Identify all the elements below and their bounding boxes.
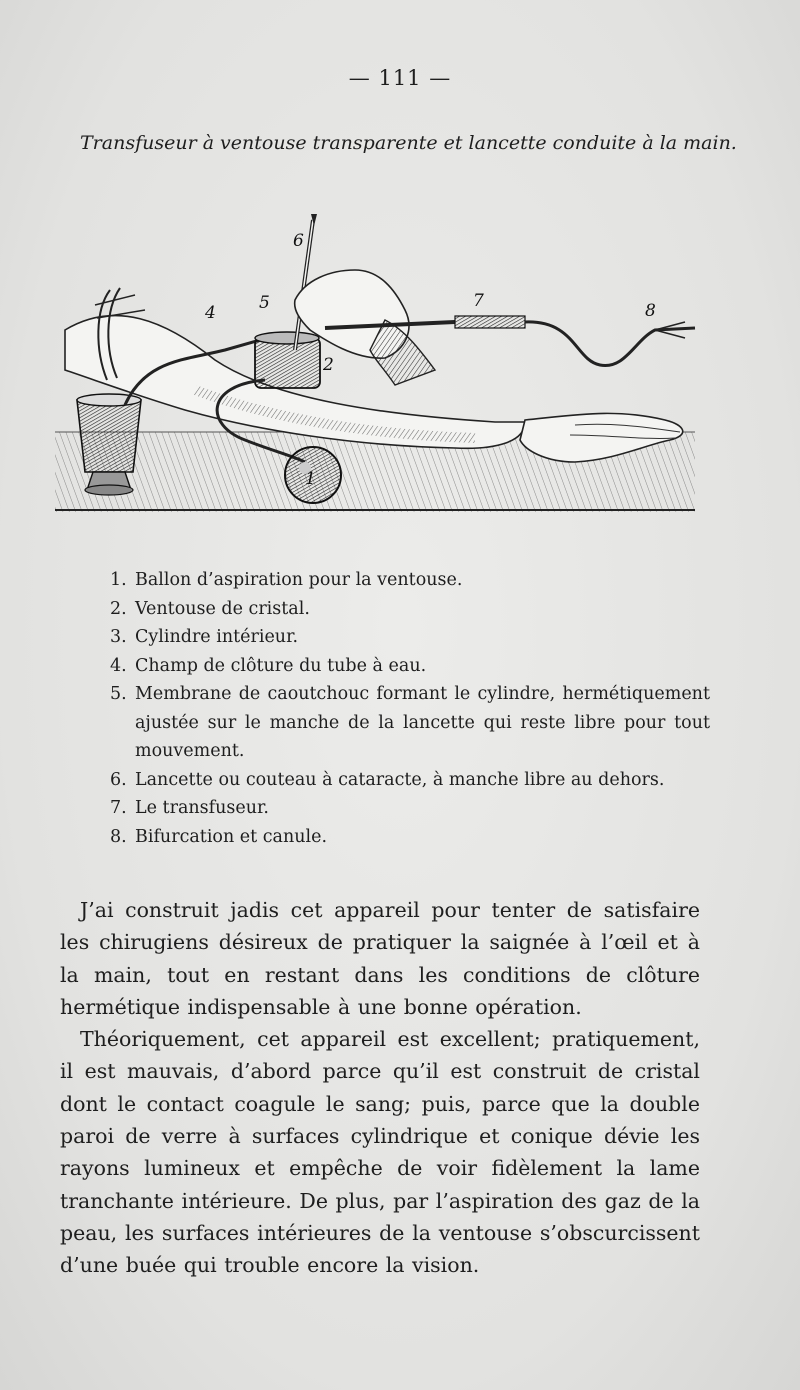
- legend-number: 7.: [110, 798, 127, 818]
- legend-item: [110, 823, 710, 852]
- legend-number: 6.: [110, 769, 127, 790]
- figure-label-7: 7: [473, 291, 484, 311]
- legend-item: [110, 566, 710, 595]
- figure-label-2: 2: [323, 355, 334, 375]
- figure-caption: Transfuseur à ventouse transparente et lancette conduite à la main.: [80, 132, 737, 154]
- page-number: — 111 —: [348, 66, 452, 90]
- paragraph: Théoriquement, cet appareil est excellent; pratiquement, il est mauvais, d’abord parce qu’il est construit de cristal dont le contact coagule le sang; puis, parce que la double paroi de verre à surfaces cylindrique et conique dévie les rayons lumineux et empêche de voir fidèlement la lame tranchante intérieure. De plus, par l’aspiration des gaz de la peau, les surfaces intérieures de la ventouse s’obscurcissent d’une buée qui trouble encore la vision.: [60, 1027, 700, 1278]
- legend-item: [110, 794, 710, 823]
- legend-number: 4.: [110, 655, 127, 676]
- legend-number: 3.: [110, 627, 127, 647]
- legend-item: [110, 652, 710, 681]
- legend-number: 5.: [110, 684, 127, 704]
- figure-label-8: 8: [645, 301, 656, 321]
- legend-item: [110, 680, 710, 766]
- figure-label-1: 1: [305, 469, 316, 489]
- figure-label-4: 4: [205, 303, 216, 323]
- figure-legend: [110, 566, 710, 851]
- legend-text: Cylindre intérieur.: [135, 627, 299, 647]
- legend-text: Lancette ou couteau à cataracte, à manche libre au dehors.: [135, 769, 665, 790]
- legend-text: Ventouse de cristal.: [135, 598, 310, 619]
- paragraph: J’ai construit jadis cet appareil pour tenter de satisfaire les chirugiens désireux de pratiquer la saignée à l’œil et à la main, tout en restant dans les conditions de clôture hermétique indispensable à une bonne opération.: [60, 898, 700, 1019]
- legend-item: [110, 595, 710, 624]
- transfusion-apparatus-illustration: [55, 210, 720, 530]
- legend-item: [110, 623, 710, 652]
- legend-text: Bifurcation et canule.: [135, 826, 328, 847]
- legend-item: [110, 766, 710, 795]
- legend-number: 8.: [110, 826, 127, 847]
- legend-number: 2.: [110, 598, 127, 619]
- legend-text: Ballon d’aspiration pour la ventouse.: [135, 570, 463, 590]
- legend-text: Le transfuseur.: [135, 798, 269, 818]
- figure-label-6: 6: [293, 231, 304, 251]
- legend-number: 1.: [110, 570, 127, 590]
- figure-label-5: 5: [259, 293, 270, 313]
- body-text: [60, 894, 700, 1282]
- legend-text: Membrane de caoutchouc formant le cylindre, hermétiquement ajustée sur le manche de la lancette qui reste libre pour tout mouvement.: [135, 684, 710, 761]
- legend-text: Champ de clôture du tube à eau.: [135, 655, 427, 676]
